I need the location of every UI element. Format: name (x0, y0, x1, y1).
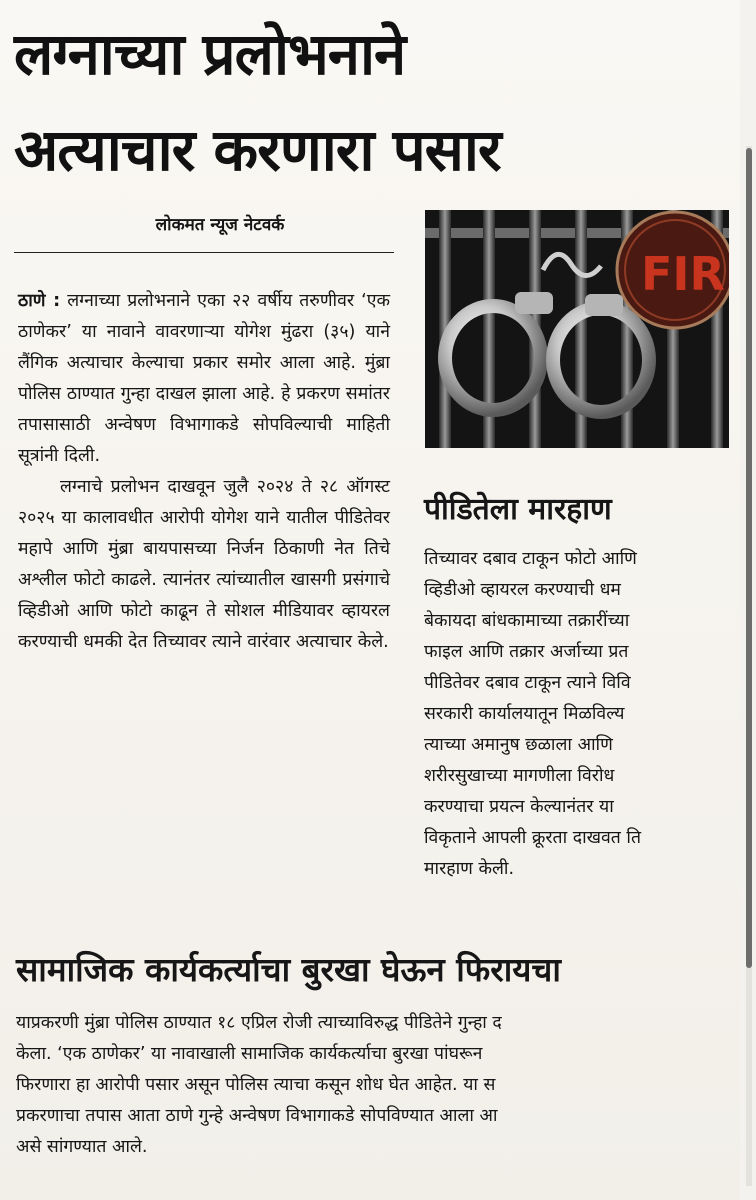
bottom-line: असे सांगण्यात आले. (16, 1137, 148, 1157)
right-line: तिच्यावर दबाव टाकून फोटो आणि (424, 549, 637, 569)
right-line: मारहाण केली. (424, 859, 515, 879)
paragraph-2: लग्नाचे प्रलोभन दाखवून जुलै २०२४ ते २८ ऑगस्ट २०२५ या कालावधीत आरोपी योगेश याने यातील पीडितेवर महापे आणि मुंब्रा बायपासच्या निर्जन ठिकाणी नेत तिचे अश्लील फोटो काढले. त्यानंतर त्यांच्यातील खासगी प्रसंगाचे व्हिडीओ आणि फोटो काढून ते सोशल मीडियावर व्हायरल करण्याची धमकी देत तिच्यावर त्याने वारंवार अत्याचार केले. (18, 477, 390, 652)
right-line: विकृताने आपली क्रूरता दाखवत ति (424, 828, 642, 848)
paragraph-1-text: लग्नाच्या प्रलोभनाने एका २२ वर्षीय तरुणीवर ‘एक ठाणेकर’ या नावाने वावरणाऱ्या योगेश मुंढरा (३५) याने लैंगिक अत्याचार केल्याचा प्रकार समोर आला आहे. मुंब्रा पोलिस ठाण्यात गुन्हा दाखल झाला आहे. हे प्रकरण समांतर तपासासाठी अन्वेषण विभागाकडे सोपविल्याची माहिती सूत्रांनी दिली. (18, 291, 390, 466)
paragraph-1 (18, 286, 390, 472)
headline-line-1: लग्नाच्या प्रलोभनाने (14, 20, 406, 88)
handcuffs-icon (425, 210, 729, 448)
right-line: सरकारी कार्यालयातून मिळविल्य (424, 704, 625, 724)
bottom-line: फिरणारा हा आरोपी पसार असून पोलिस त्याचा कसून शोध घेत आहेत. या स (16, 1075, 496, 1095)
right-line: पीडितेवर दबाव टाकून त्याने विवि (424, 673, 631, 693)
right-line: शरीरसुखाच्या मागणीला विरोध (424, 766, 615, 786)
bottom-column (16, 1008, 740, 1163)
dateline: ठाणे : (18, 291, 61, 311)
handcuffs-photo (425, 210, 729, 448)
left-column (18, 286, 390, 658)
scrollbar-thumb[interactable] (746, 148, 752, 968)
right-line: करण्याचा प्रयत्न केल्यानंतर या (424, 797, 614, 817)
right-line: फाइल आणि तक्रार अर्जाच्या प्रत (424, 642, 629, 662)
byline-rule (14, 252, 394, 253)
bottom-line: केला. ‘एक ठाणेकर’ या नावाखाली सामाजिक कार्यकर्त्याचा बुरखा पांघरून (16, 1044, 483, 1064)
fir-badge-text: FIR (641, 247, 725, 301)
headline-line-2: अत्याचार करणारा पसार (14, 116, 501, 184)
headline (14, 6, 734, 198)
right-column (424, 544, 740, 885)
right-line: बेकायदा बांधकामाच्या तक्रारींच्या (424, 611, 630, 631)
subheading-social-worker-mask: सामाजिक कार्यकर्त्याचा बुरखा घेऊन फिरायचा (16, 950, 561, 989)
subheading-victim-assault: पीडितेला मारहाण (424, 492, 612, 527)
bottom-line: याप्रकरणी मुंब्रा पोलिस ठाण्यात १८ एप्रिल रोजी त्याच्याविरुद्ध पीडितेने गुन्हा द (16, 1013, 502, 1033)
right-line: व्हिडीओ व्हायरल करण्याची धम (424, 580, 621, 600)
right-line: त्याच्या अमानुष छळाला आणि (424, 735, 613, 755)
bottom-line: प्रकरणाचा तपास आता ठाणे गुन्हे अन्वेषण विभागाकडे सोपविण्यात आला आ (16, 1106, 498, 1126)
byline: लोकमत न्यूज नेटवर्क (155, 215, 285, 235)
